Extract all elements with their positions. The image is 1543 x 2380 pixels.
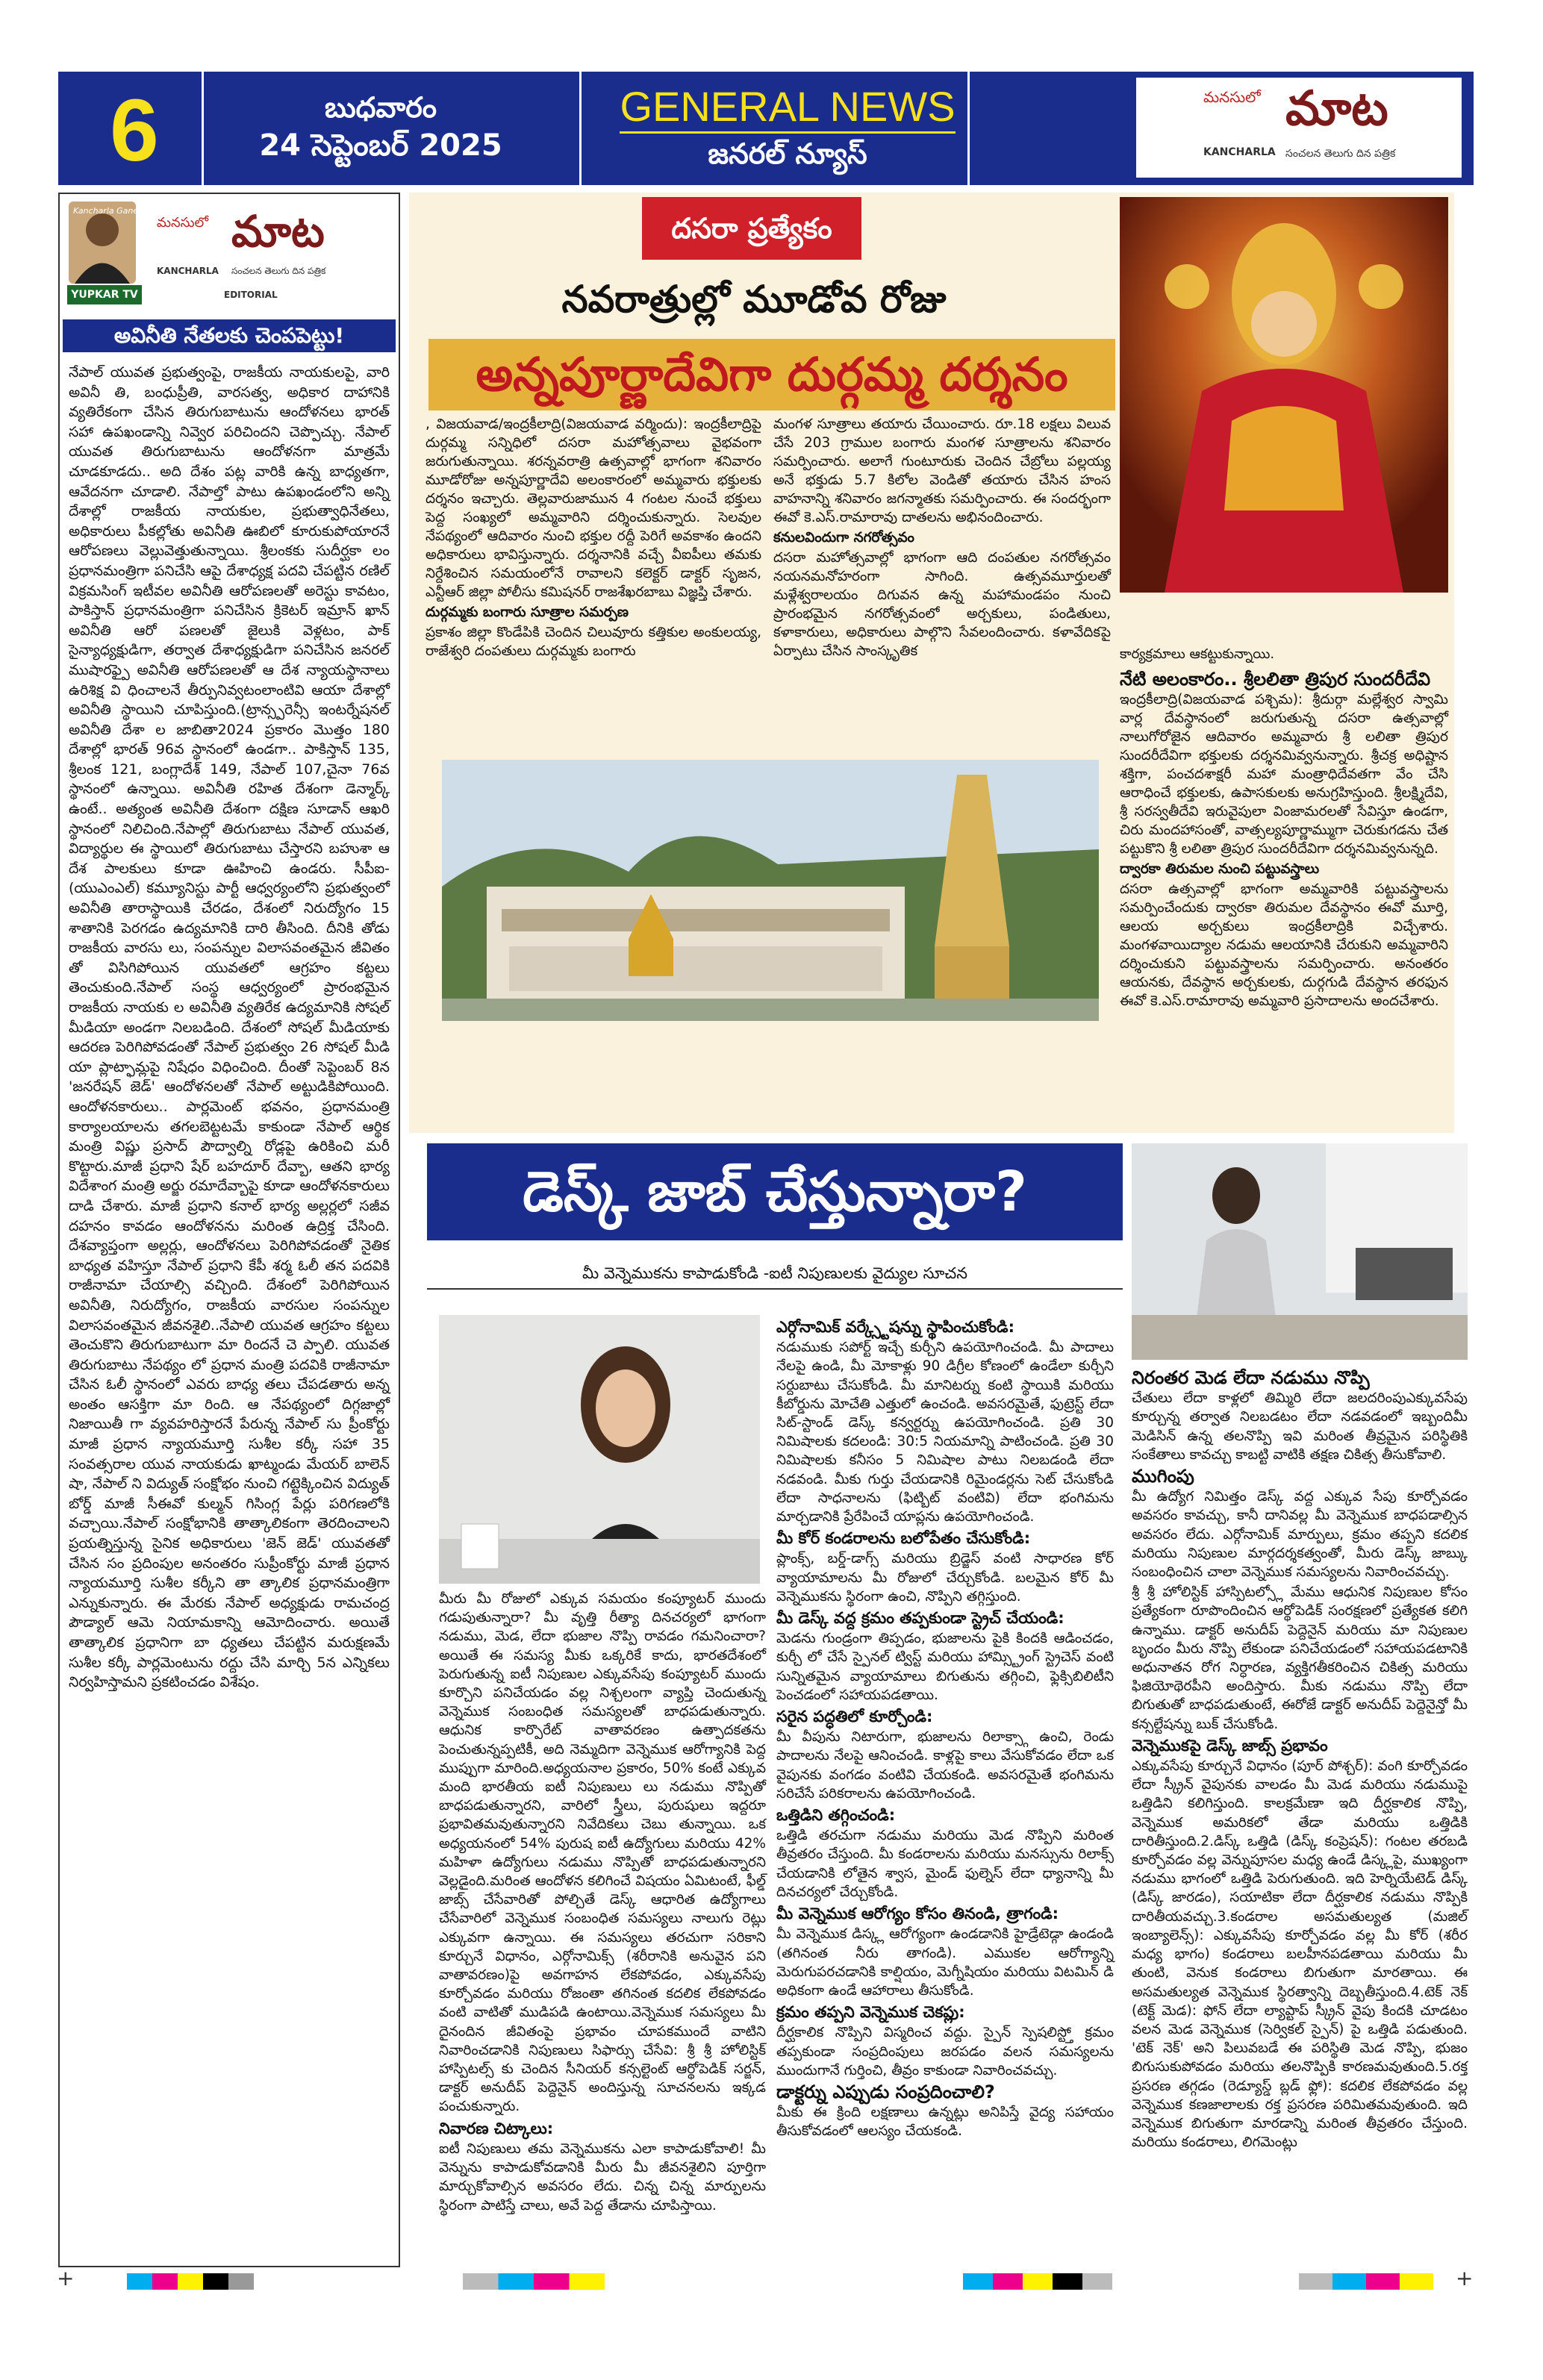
desk-job-headline: డెస్క్ జాబ్ చేస్తున్నారా? [427, 1143, 1123, 1240]
article-subhead: మీ డెస్క్ వద్ద క్రమం తప్పకుండా స్ట్రెచ్ చేయండి: [776, 1609, 1064, 1628]
logo-brand: KANCHARLA [1203, 146, 1276, 158]
article-text: దసరా మహోత్సవాల్లో భాగంగా ఆది దంపతుల నగరోత్సవం నయనమనోహరంగా సాగింది. ఉత్సవమూర్తులతో మళ్లేశ్వరాలయం దిగువన ఉన్న మహామండపం నుంచి ప్రారంభమైన నగరోత్సవంలో అర్చకులు, పండితులు, కళాకారులు, అధికారులు పాల్గొని సేవలందించారు. కళావేదికపై ఏర్పాటు చేసిన సాంస్కృతిక [773, 550, 1111, 659]
article-text: ఇంద్రకీలాద్రి(విజయవాడ పశ్చిమ): శ్రీదుర్గా మల్లేశ్వర స్వామి వార్ల దేవస్థానంలో జరుగుతున్న దసరా ఉత్సవాల్లో నాలుగోరోజైన ఆదివారం అమ్మవారు శ్రీ లలితా త్రిపుర సుందరీదేవిగా భక్తులకు దర్శనమివ్వనున్నారు. శ్రీచక్ర అధిష్టాన శక్తిగా, పంచదశాక్షరీ మహా మంత్రాధిదేవతగా వేం చేసి ఆరాధించే భక్తులకు, ఉపాసకులకు అనుగ్రహిస్తుంది. శ్రీలక్ష్మిదేవి, శ్రీ సరస్వతీదేవి ఇరువైపులా వింజామరలతో సేవిస్తూ ఉండగా, చిరు మందహాసంతో, వాత్సల్యపూర్ణామ్ముగా చెరుకుగడను చేత పట్టుకొని శ్రీ లలితా త్రిపుర సుందరీదేవిగా దర్శనమివ్వనున్నది. [1120, 692, 1448, 857]
article-text: ప్రకాశం జిల్లా కొండేపికి చెందిన చిలువూరు కత్తికుల అంకులయ్య, రాజేశ్వరి దంపతులు దుర్గమ్మకు బంగారు [426, 625, 761, 659]
logo-brand: KANCHARLA [157, 266, 219, 276]
masthead-logo [1136, 78, 1462, 178]
desk-job-subhead: మీ వెన్నెముకను కాపాడుకోండి -ఐటీ నిపుణులకు వైద్యుల సూచన [582, 1264, 967, 1282]
registration-mark: + [1456, 2266, 1474, 2290]
header-divider [202, 72, 204, 185]
logo-tagline: మనసులో [157, 215, 209, 231]
article-text: దసరా ఉత్సవాల్లో భాగంగా అమ్మవారికి పట్టువస్త్రాలను సమర్పించేందుకు ద్వారకా తిరుమల దేవస్థానం ఈవో మూర్తి, ఆలయ అర్చకులు ఇంద్రకీలాద్రికి విచ్చేశారు. మంగళవాయిద్యాల నడుమ ఆలయానికి చేరుకుని అమ్మవారిని దర్శించుకుని పట్టువస్త్రాలను సమర్పించారు. అనంతరం ఆయనకు, దేవస్థాన అర్చకులకు, దుర్గగుడి దేవస్థాన తరఫున ఈవో కె.ఎస్.రామారావు అమ్మవారి ప్రసాదాలను అందచేశారు. [1120, 881, 1448, 1009]
article-subhead: ఒత్తిడిని తగ్గించండి: [776, 1806, 896, 1825]
article-subhead: దుర్గమ్మకు బంగారు సూత్రాల సమర్పణ [426, 605, 629, 620]
color-bar [127, 2273, 254, 2290]
logo-subtitle: సంచలన తెలుగు దిన పత్రిక [1285, 148, 1396, 160]
section-title-english: GENERAL NEWS [620, 83, 956, 130]
article-text: దీర్ఘకాలిక నొప్పిని విస్మరించ వద్దు. స్పైన్ స్పెషలిస్ట్తో క్రమం తప్పకుండా సంప్రదింపులు జరపడం వలన సమస్యలను ముందుగానే గుర్తించి, తీవ్రం కాకుండా నివారించవచ్చు. [776, 2025, 1114, 2078]
issue-date: 24 సెప్టెంబర్ 2025 [259, 128, 502, 163]
header-divider [579, 72, 582, 185]
color-bar [1299, 2273, 1433, 2290]
article-subhead: క్రమం తప్పని వెన్నెముక చెకప్లు: [776, 2003, 965, 2022]
temple-photo [442, 760, 1099, 1021]
registration-mark: + [57, 2266, 75, 2290]
article-subhead: మీ కోర్ కండరాలను బలోపేతం చేసుకోండి: [776, 1529, 1031, 1548]
dasara-badge: దసరా ప్రత్యేకం [642, 197, 861, 260]
article-subhead: సరైన పద్ధతిలో కూర్చోండి: [776, 1708, 933, 1726]
article-subhead: మీ వెన్నెముక ఆరోగ్యం కోసం తినండి, త్రాగండి: [776, 1905, 1059, 1923]
article-subhead: నిరంతర మెడ లేదా నడుము నొప్పి [1132, 1367, 1370, 1388]
desk-column-3 [1132, 1366, 1468, 2153]
dasara-column-1 [426, 415, 761, 662]
article-subhead: ఎర్గోనామిక్ వర్క్స్టేషన్ను స్థాపించుకోండి: [776, 1318, 1014, 1336]
stressed-woman-photo [439, 1315, 760, 1584]
article-subhead: నేటి అలంకారం.. శ్రీలలితా త్రిపుర సుందరీదేవి [1120, 669, 1431, 690]
color-bar [463, 2273, 605, 2290]
dasara-column-2 [773, 415, 1111, 662]
editorial-headline: అవినీతి నేతలకు చెంపపెట్టు! [63, 319, 396, 352]
section-title-rule [620, 131, 956, 134]
article-text: , విజయవాడ/ఇంద్రకీలాద్రి(విజయవాడ వర్మిందు): ఇంద్రకీలాద్రిపై దుర్గమ్మ సన్నిధిలో దసరా మహోత్సవాలు వైభవంగా జరుగుతున్నాయి. శరన్నవరాత్రి ఉత్సవాల్లో భాగంగా శనివారం మూడోరోజు అన్నపూర్ణాదేవి అలంకారంలో అమ్మవారు భక్తులకు దర్శనం ఇచ్చారు. తెల్లవారుజామున 4 గంటల నుంచే భక్తులు పెద్ద సంఖ్యలో అమ్మవారిని దర్శించుకున్నారు. సెలవుల నేపథ్యంలో ఆదివారం నుంచి భక్తుల రద్దీ పెరిగే అవకాశం ఉందని అధికారులు భావిస్తున్నారు. దర్శనానికి వచ్చే వీఐపీలు తమకు నిర్దేశించిన సమయంలోనే రావాలని కలెక్టర్ డాక్టర్ సృజన, ఎన్టీఆర్ జిల్లా పోలీసు కమిషనర్ రాజశేఖరబాబు విజ్ఞప్తి చేశారు. [426, 416, 761, 600]
logo-tagline: మనసులో [1203, 88, 1261, 106]
article-text: శ్రీ శ్రీ హోలిస్టిక్ హాస్పిటల్స్లో మేము ఆధునిక నిపుణుల కోసం ప్రత్యేకంగా రూపొందించిన ఆర్థోపెడిక్ సంరక్షణలో ప్రత్యేకత కలిగి ఉన్నాము. డాక్టర్ అనుదీప్ పెద్దెనైన్ మరియు మా నిపుణుల బృందం మీరు నొప్పి లేకుండా పనిచేయడంలో సహాయపడటానికి అధునాతన రోగ నిర్ధారణ, వ్యక్తిగతీకరించిన చికిత్స మరియు ఫిజియోథెరపీని అందిస్తారు. మీకు నడుము నొప్పి లేదా బిగుతుతో బాధపడుతుంటే, ఈరోజే డాక్టర్ అనుదీప్ పెద్దెనైన్తో మీ కన్సల్టేషన్ను బుక్ చేసుకోండి. [1132, 1584, 1468, 1732]
issue-day: బుధవారం [324, 91, 437, 124]
section-title-telugu: జనరల్ న్యూస్ [708, 137, 867, 170]
desk-column-2 [776, 1315, 1114, 2143]
article-subhead: నివారణ చిట్కాలు: [439, 2119, 554, 2137]
dasara-subhead: నవరాత్రుల్లో మూడోవ రోజు [561, 278, 947, 321]
editor-name: Kancharla Ganesh [73, 206, 148, 216]
article-text: ఐటీ నిపుణులు తమ వెన్నెముకను ఎలా కాపాడుకోవాలి! మీ వెన్నును కాపాడుకోవడానికి మీరు మీ జీవనశైలిని పూర్తిగా మార్చుకోవాల్సిన అవసరం లేదు. చిన్న చిన్న మార్పులను స్థిరంగా పాటిస్తే చాలు, అవే పెద్ద తేడాను చూపిస్తాయి. [439, 2140, 766, 2214]
article-text: నడుముకు సపోర్ట్ ఇచ్చే కుర్చీని ఉపయోగించండి. మీ పాదాలు నేలపై ఉండి, మీ మోకాళ్లు 90 డిగ్రీల కోణంలో ఉండేలా కుర్చీని సర్దుబాటు చేసుకోండి. మీ మానిటర్ను కంటి స్థాయికి మరియు కీబోర్డును మోచేతి ఎత్తులో ఉంచండి. అవసరమైతే, ఫుట్రెస్ట్ లేదా సిట్-స్టాండ్ డెస్క్ కన్వర్టర్ను ఉపయోగించండి. ప్రతి 30 నిమిషాలకు కదలండి: 30:5 నియమాన్ని పాటించండి. ప్రతి 30 నిమిషాలకు కనీసం 5 నిమిషాల పాటు నిలబడండి లేదా నడవండి. మీకు గుర్తు చేయడానికి రిమైండర్లను సెట్ చేసుకోండి లేదా సాధనాలను (ఫిట్బిట్ వంటివి) లేదా భంగిమను మార్చడానికి ప్రేరేపించే యాప్లను ఉపయోగించండి. [776, 1340, 1114, 1525]
logo-subtitle: సంచలన తెలుగు దిన పత్రిక [231, 266, 326, 276]
article-subhead: ద్వారకా తిరుమల నుంచి పట్టువస్త్రాలు [1120, 861, 1320, 877]
channel-badge: YUPKAR TV [67, 285, 142, 304]
article-subhead: వెన్నెముకపై డెస్క్ జాబ్స్ ప్రభావం [1132, 1736, 1328, 1755]
editorial-label: EDITORIAL [224, 290, 278, 300]
section-rule [427, 1288, 1123, 1290]
article-subhead: కనులవిందుగా నగరోత్సవం [773, 530, 914, 546]
dasara-headline: అన్నపూర్ణాదేవిగా దుర్గమ్మ దర్శనం [428, 339, 1115, 410]
goddess-photo [1120, 197, 1448, 593]
logo-title: మాట [1285, 81, 1388, 137]
header-divider [967, 72, 970, 185]
article-text: మీరు మీ రోజులో ఎక్కువ సమయం కంప్యూటర్ ముందు గడుపుతున్నారా? మీ వృత్తి రీత్యా దినచర్యలో భాగంగా నడుము, మెడ, లేదా భుజాల నొప్పి రావడం గమనించారా? అయితే ఈ సమస్య మీకు ఒక్కరికే కాదు, భారతదేశంలో పెరుగుతున్న ఐటీ నిపుణుల ఎక్కువసేపు కంప్యూటర్ ముందు కూర్చొని పనిచేయడం వల్ల నిశ్చలంగా వ్యాప్తి చెందుతున్న వెన్నెముక సంబంధిత సమస్యలతో బాధపడుతున్నారు. ఆధునిక కార్పొరేట్ వాతావరణం ఉత్పాదకతను పెంచుతున్నప్పటికీ, అది నెమ్మదిగా వెన్నెముక ఆరోగ్యానికి పెద్ద ముప్పుగా మారింది.అధ్యయనాల ప్రకారం, 50% కంటే ఎక్కువ మంది భారతీయ ఐటీ నిపుణులు లు నడుము నొప్పితో బాధపడుతున్నారని, వారిలో స్త్రీలు, పురుషులు ఇద్దరూ ప్రభావితమవుతున్నారని నివేదికలు చెబు తున్నాయి. ఒక అధ్యయనంలో 54% పురుష ఐటీ ఉద్యోగులు మరియు 42% మహిళా ఉద్యోగులు నడుము నొప్పితో బాధపడుతున్నారని వెల్లడైంది.మరింత ఆందోళన కలిగించే విషయం ఏమిటంటే, ఫీల్డ్ జాబ్స్ చేసేవారితో పోల్చితే డెస్క్ ఆధారిత ఉద్యోగాలు చేసేవారిలో వెన్నెముక సంబంధిత సమస్యలు నాలుగు రెట్లు ఎక్కువగా ఉన్నాయి. ఈ సమస్యలు తరచుగా సరికాని కూర్చునే విధానం, ఎర్గోనామిక్స్ (శరీరానికి అనువైన పని వాతావరణం)పై అవగాహన లేకపోవడం, ఎక్కువసేపు కూర్చోవడం మరియు రోజంతా తగినంత కదలిక లేకపోవడం వంటి వాటితో ముడిపడి ఉంటాయి.వెన్నెముక సమస్యలు మీ దైనందిన జీవితంపై ప్రభావం చూపకముందే వాటిని నివారించడానికి నిపుణులు సిఫార్సు చేసేవి: శ్రీ శ్రీ హోలిస్టిక్ హాస్పిటల్స్ కు చెందిన సీనియర్ కన్సల్టెంట్ ఆర్థోపెడిక్ సర్జన్, డాక్టర్ అనుదీప్ పెద్దెనైన్ అందిస్తున్న సూచనలను ఇక్కడ పంచుకున్నారు. [439, 1591, 766, 2115]
article-text: మీకు ఈ క్రింది లక్షణాలు ఉన్నట్లు అనిపిస్తే వైద్య సహాయం తీసుకోవడంలో ఆలస్యం చేయకండి. [776, 2105, 1114, 2140]
desk-column-1 [439, 1590, 766, 2217]
article-subhead: ముగింపు [1132, 1466, 1194, 1487]
article-text: ఒత్తిడి తరచుగా నడుము మరియు మెడ నొప్పిని మరింత తీవ్రతరం చేస్తుంది. మీ కండరాలను మరియు మనస్సును రిలాక్స్ చేయడానికి లోతైన శ్వాస, మైండ్ ఫుల్నెస్ లేదా ధ్యానాన్ని మీ దినచర్యలో చేర్చుకోండి. [776, 1828, 1114, 1900]
editorial-body: నేపాల్ యువత ప్రభుత్వంపై, రాజకీయ నాయకులపై, వారి అవినీ తి, బంధుప్రీతి, వారసత్వ, అధికార దాహానికి వ్యతిరేకంగా చేసిన తిరుగుబాటును ఆందోళనలు భారత్ సహా ఉపఖండాన్ని నివ్వెర పరిచిందని చెప్పొచ్చు. నేపాల్ యువత తిరుగుబాటును ఆందోళనగా మాత్రమే చూడకూడదు.. అది దేశం పట్ల వారికి ఉన్న బాధ్యతగా, ఆవేదనగా చూడాలి. నేపాల్తో పాటు ఉపఖండంలోని అన్ని దేశాల్లో రాజకీయ నాయకుల, ప్రభుత్వాధినేతలు, అధికారులు పీకల్లోతు అవినీతి ఊబిలో కూరుకుపోయారనే ఆరోపణలు వెల్లువెత్తుతున్నాయి. శ్రీలంకకు సుదీర్ఘకా లం ప్రధానమంత్రిగా పనిచేసి ఆపై దేశాధ్యక్ష పదవి చేపట్టిన రణిల్ విక్రమసింగ్ ఇటీవల అవినీతి ఆరోపణలతో అరెస్టు కావటం, పాకిస్తాన్ ప్రధానమంత్రిగా పనిచేసిన క్రికెటర్ ఇమ్రాన్ ఖాన్ అవినీతి ఆరో పణలతో జైలుకి వెళ్లటం, పాక్ సైన్యాధ్యక్షుడిగా, తర్వాత దేశాధ్యక్షుడిగా పనిచేసిన జనరల్ ముషారఫ్పై అవినీతి ఆరోపణలతో ఆ దేశ న్యాయస్థానాలు ఉరిశిక్ష వి ధించాలనే తీర్పునివ్వటంలాంటివి ఆయా దేశాల్లో అవినీతి స్థాయిని చూపిస్తుంది.(ట్రాన్స్పరెన్సీ ఇంటర్నేషనల్ అవినీతి దేశా ల జాబితా2024 ప్రకారం మొత్తం 180 దేశాల్లో భారత్ 96వ స్థానంలో ఉండగా.. పాకిస్తాన్ 135, శ్రీలంక 121, బంగ్లాదేశ్ 149, నేపాల్ 107,చైనా 76వ స్థానంలో ఉన్నాయి. అవినీతి రహిత దేశంగా డెన్మార్క్ ఉంటే.. అత్యంత అవినీతి దేశంగా దక్షిణ సూడాన్ ఆఖరి స్థానంలో నిలిచింది.నేపాల్లో తిరుగుబాటు నేపాల్ యువత, విద్యార్థుల ఈ స్థాయిలో తిరుగుబాటు చేస్తారని బహుశా ఆ దేశ పాలకులు కూడా ఊహించి ఉండరు. సీపీఐ-(యుఎంఎల్) కమ్యూనిస్టు పార్టీ ఆధ్వర్యంలోని ప్రభుత్వంలో అవినీతి తారాస్థాయికి చేరడం, దేశంలో నిరుద్యోగం 15 శాతానికి పెరగడం ఉద్యమానికి దారి తీసింది. దీనికి తోడు రాజకీయ వారసు లు, సంపన్నుల విలాసవంతమైన జీవితం తో విసిగిపోయిన యువతలో ఆగ్రహం కట్టలు తెంచుకుంది.నేపాల్ సంస్థ ఆధ్వర్యంలో ప్రారంభమైన రాజకీయ నాయకు ల అవినీతి వ్యతిరేక ఉద్యమానికి సోషల్ మీడియా అండగా నిలబడింది. దేశంలో సోషల్ మీడియాకు ఆదరణ పెరిగిపోవడంతో నేపాల్ ప్రభుత్వం 26 సోషల్ మీడి యా ప్లాట్ఫామ్లపై నిషేధం విధించింది. దీంతో సెప్టెంబర్ 8న 'జనరేషన్ జెడ్' ఆందోళనలతో నేపాల్ అట్టుడికిపోయింది. ఆందోళనకారులు.. పార్లమెంట్ భవనం, ప్రధానమంత్రి కార్యాలయాలను తగలబెట్టటమే కాకుండా నేపాల్ ఆర్థిక మంత్రి విష్ణు ప్రసాద్ పౌద్వాల్ని రోడ్లపై ఉరికించి మరీ కొట్టారు.మాజీ ప్రధాని షేర్ బహదూర్ దేవ్బా, ఆతని భార్య విదేశాంగ మంత్రి అర్జు రమాదేవ్బాపై కూడా ఆందోళనకారులు దాడి చేశారు. మాజీ ప్రధాని కనాల్ భార్య అల్లర్లలో సజీవ దహనం కావడం ఆందోళనను మరింత ఉద్రిక్త చేసింది. దేశవ్యాప్తంగా అల్లర్లు, ఆందోళనలు పెరిగిపోవడంతో నైతిక బాధ్యత వహిస్తూ నేపాల్ ప్రధాని కేపీ శర్మ ఓలీ తన పదవికి రాజీనామా చేయాల్సి వచ్చింది. దేశంలో పెరిగిపోయిన అవినీతి, నిరుద్యోగం, రాజకీయ వారసుల సంపన్నుల విలాసవంతమైన జీవనశైలి..నేపాలి యువత ఆగ్రహం కట్టలు తెంచుకొని తిరుగుబాటుగా మా రిందనే చె ప్పాలి. యువత తిరుగుబాటు నేపథ్యం లో ప్రధాన మంత్రి పదవికి రాజీనామా చేసిన ఓలీ స్థానంలో ఎవరు బాధ్య తలు చేపడతారు అన్న అంతం ఆసక్తిగా మా రింది. ఆ నేపథ్యంలో దిగ్గజాల్లో నిజాయితీ గా వ్యవహరిస్తారనే పేరున్న నేపాల్ సు ప్రీంకోర్టు మాజీ ప్రధాన న్యాయమూర్తి సుశీల కర్కీ సహా 35 సంవత్సరాల యువ నాయకుడు ఖాట్మండు మేయర్ బాలెన్ షా, నేపాల్ ని విద్యుత్ సంక్షోభం నుంచి గట్టెక్కించిన విద్యుత్ బోర్డ్ మాజీ సీఈవో కుల్మన్ గిసింగ్ల పేర్లు పరిగణలోకి వచ్చాయి.నేపాల్ సంక్షోభానికి తాత్కాలికంగా తెరదించాలని ప్రయత్నిస్తున్న సైనిక అధికారులు 'జెన్ జెడ్' యువతతో చేసిన సం ప్రదింపుల అనంతరం సుప్రీంకోర్టు మాజీ ప్రధాన న్యాయమూర్తి సుశీల కర్కీని తా త్కాలిక ప్రధానమంత్రిగా ఎన్నుకున్నారు. ఈ మేరకు నేపాల్ అధ్యక్షుడు రామచంద్ర పౌడ్యాల్ ఆమె నియామకాన్ని ఆమోదించారు. అయితే తాత్కాలిక ప్రధానిగా బా ధ్యతలు చేపట్టిన మరుక్షణమే సుశీల కర్కీ పార్లమెంటును రద్దు చేసి మార్చి 5న ఎన్నికలు నిర్వహిస్తామని ప్రకటించడం విశేషం. [69, 364, 390, 1691]
article-subhead: డాక్టర్ను ఎప్పుడు సంప్రదించాలి? [776, 2081, 995, 2102]
article-text: మీ వెన్నెముక డిస్క్ల ఆరోగ్యంగా ఉండడానికి హైడ్రేటెడ్గా ఉండండి (తగినంత నీరు తాగండి). ఎముకల ఆరోగ్యాన్ని మెరుగుపరచడానికి కాల్షియం, మెగ్నీషియం మరియు విటమిన్ డి అధికంగా ఉండే ఆహారాలు తీసుకోండి. [776, 1926, 1114, 1999]
article-text: మెడను గుండ్రంగా తిప్పడం, భుజాలను పైకి కిందకి ఆడించడం, కుర్చీ లో చేసే స్పైనల్ ట్విస్ట్ మరియు హామ్స్ట్రింగ్ స్ట్రెచెస్ వంటి సున్నితమైన వ్యాయామాలు బిగుతును తగ్గించి, ఫ్లెక్సిబిలిటీని పెంచడంలో సహాయపడతాయి. [776, 1631, 1114, 1703]
back-pain-photo [1132, 1143, 1468, 1360]
logo-title: మాట [231, 206, 325, 257]
article-text: ప్లాంక్స్, బర్డ్-డాగ్స్ మరియు బ్రిడ్జెస్ వంటి సాధారణ కోర్ వ్యాయామాలను మీ రోజులో చేర్చుకోండి. బలమైన కోర్ మీ వెన్నెముకను స్థిరంగా ఉంచి, నొప్పిని తగ్గిస్తుంది. [776, 1551, 1114, 1605]
article-text: మీ వీపును నిటారుగా, భుజాలను రిలాక్స్గా ఉంచి, రెండు పాదాలను నేలపై ఆనించండి. కాళ్లపై కాలు వేసుకోవడం లేదా ఒక వైపునకు వంగడం వంటివి చేయకండి. అవసరమైతే భంగిమను సరిచేసే పరికరాలను ఉపయోగించండి. [776, 1729, 1114, 1802]
dasara-column-3 [1120, 670, 1448, 1012]
color-bar [963, 2273, 1112, 2290]
article-text: చేతులు లేదా కాళ్లలో తిమ్మిరి లేదా జలదరింపుఎక్కువసేపు కూర్చున్న తర్వాత నిలబడటం లేదా నడవడంలో ఇబ్బందిమీ మెడిసిన్ ఉన్న తలనొప్పి ఇవి మరింత తీవ్రమైన పరిస్థితికి సంకేతాలు కావచ్చు కాబట్టి వాటికి తక్షణ చికిత్స తీసుకోవాలి. [1132, 1390, 1468, 1463]
photo-caption: కార్యక్రమాలు ఆకట్టుకున్నాయి. [1120, 646, 1275, 662]
page-number: 6 [110, 81, 159, 180]
article-text: మంగళ సూత్రాలు తయారు చేయించారు. రూ.18 లక్షలు విలువ చేసే 203 గ్రాముల బంగారు మంగళ సూత్రాలను శనివారం సమర్పించారు. అలాగే గుంటూరుకు చెందిన చేబ్రోలు పల్లయ్య అనే భక్తుడు 5.7 కిలోల వెండితో తయారు చేసిన హంస వాహనాన్ని శనివారం జగన్మాతకు సమర్పించారు. ఈ సందర్భంగా ఈవో కె.ఎస్.రామారావు దాతలను అభినందించారు. [773, 416, 1111, 525]
article-text: మీ ఉద్యోగ నిమిత్తం డెస్క్ వద్ద ఎక్కువ సేపు కూర్చోవడం అవసరం కావచ్చు, కానీ దానివల్ల మీ వెన్నెముక బాధపడాల్సిన అవసరం లేదు. ఎర్గోనామిక్ మార్పులు, క్రమం తప్పని కదలిక మరియు నిపుణుల మార్గదర్శకత్వంతో, మీరు డెస్క్ జాబ్కు సంబంధించిన చాలా వెన్నెముక సమస్యలను నివారించవచ్చు. [1132, 1489, 1468, 1581]
article-text: ఎక్కువసేపు కూర్చునే విధానం (పూర్ పోశ్చర్): వంగి కూర్చోవడం లేదా స్క్రీన్ వైపునకు వాలడం మీ మెడ మరియు నడుముపై ఒత్తిడిని కలిగిస్తుంది. కాలక్రమేణా ఇది దీర్ఘకాలిక నొప్పి, వెన్నెముక అమరికలో తేడా మరియు ఒత్తిడికి దారితీస్తుంది.2.డిస్క్ ఒత్తిడి (డిస్క్ కంప్రెషన్): గంటల తరబడి కూర్చోవడం వల్ల వెన్నుపూసల మధ్య ఉండే డిస్క్లపై, ముఖ్యంగా నడుము భాగంలో ఒత్తిడి పెరుగుతుంది. ఇది హెర్నియేటెడ్ డిస్క్ (డిస్క్ జారడం), సయాటికా లేదా దీర్ఘకాలిక నడుము నొప్పికి దారితీయవచ్చు.3.కండరాల అసమతుల్యత (మజిల్ ఇంబ్యాలెన్స్): ఎక్కువసేపు కూర్చోవడం వల్ల మీ కోర్ (శరీర మధ్య భాగం) కండరాలు బలహీనపడతాయి మరియు మీ తుంటి, వెనుక కండరాలు బిగుతుగా మారతాయి. ఈ అసమతుల్యత వెన్నెముక స్థిరత్వాన్ని దెబ్బతీస్తుంది.4.టెక్ నెక్ (టెక్ట్ మెడ): ఫోన్ లేదా ల్యాప్టాప్ స్క్రీన్ వైపు కిందకి చూడటం వలన మెడ వెన్నెముక (సెర్వికల్ స్పైన్) పై ఒత్తిడి పడుతుంది. 'టెక్ నెక్' అని పిలువబడే ఈ పరిస్థితి మెడ నొప్పి, భుజం బిగుసుకుపోవడం మరియు తలనొప్పికి కారణమవుతుంది.5.రక్త ప్రసరణ తగ్గడం (రెడ్యూస్డ్ బ్లడ్ ఫ్లో): కదలిక లేకపోవడం వల్ల వెన్నెముక కణజాలాలకు రక్త ప్రసరణ పరిమితమవుతుంది. ఇది వెన్నెముక బిగుతుగా మారడాన్ని మరింత తీవ్రతరం చేస్తుంది. మరియు కండరాలు, లిగమెంట్లు [1132, 1758, 1468, 2151]
